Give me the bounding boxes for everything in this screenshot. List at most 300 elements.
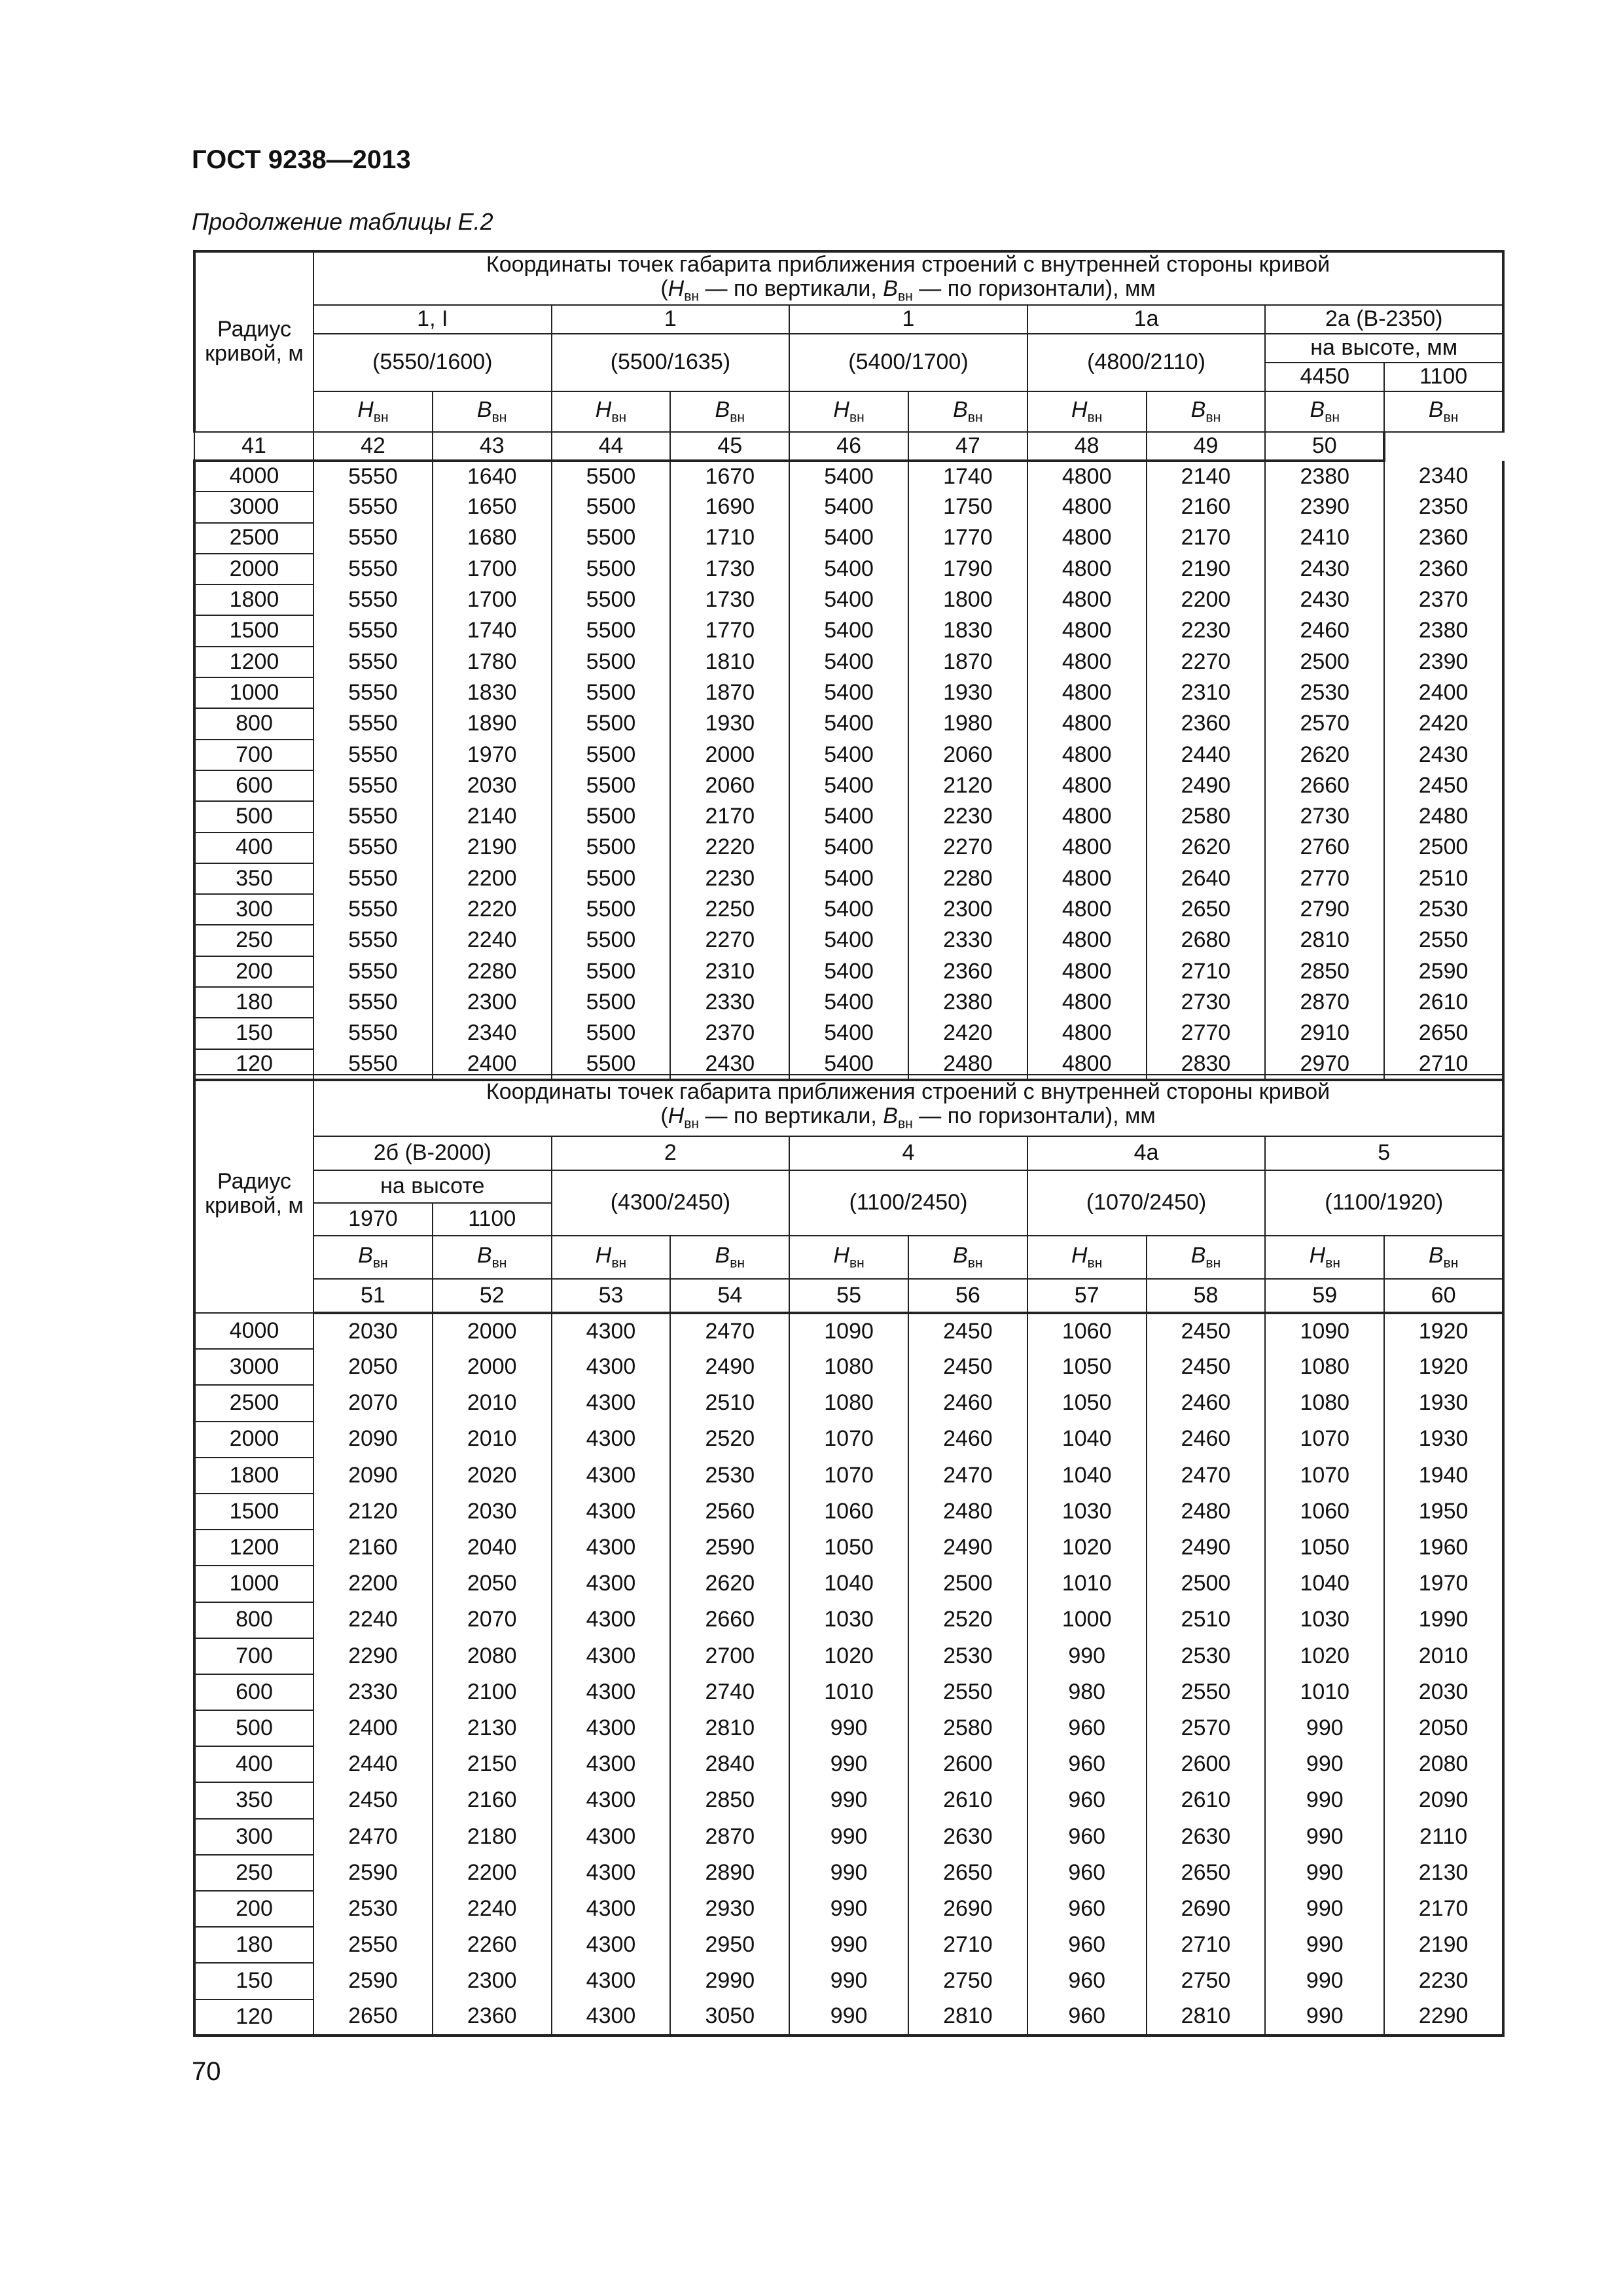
- value-cell: 1080: [789, 1349, 908, 1385]
- value-cell: 2220: [433, 894, 552, 925]
- column-number: 46: [789, 432, 908, 461]
- radius-cell: 1500: [194, 1494, 313, 1530]
- value-cell: 5400: [789, 863, 908, 894]
- value-cell: 1830: [433, 677, 552, 708]
- value-cell: 2230: [670, 863, 789, 894]
- value-cell: 2380: [1384, 615, 1503, 646]
- value-cell: 2310: [1147, 677, 1266, 708]
- table-row: [194, 1530, 1503, 1566]
- value-cell: 2660: [1265, 770, 1384, 801]
- column-number: 50: [1265, 432, 1384, 461]
- value-cell: 2460: [1147, 1422, 1266, 1458]
- value-cell: 2270: [670, 925, 789, 956]
- value-cell: 2360: [1147, 708, 1266, 739]
- b-variable-header: $B_{вн}$: [1384, 391, 1503, 432]
- value-cell: 2480: [1147, 1494, 1266, 1530]
- radius-cell: 700: [194, 1638, 313, 1674]
- radius-cell: 800: [194, 1602, 313, 1638]
- value-cell: 5400: [789, 770, 908, 801]
- radius-cell: 3000: [194, 1349, 313, 1385]
- radius-cell: 2500: [194, 523, 313, 554]
- value-cell: 5550: [313, 987, 433, 1018]
- value-cell: 1890: [433, 708, 552, 739]
- value-cell: 960: [1027, 1891, 1147, 1927]
- value-cell: 2760: [1265, 833, 1384, 863]
- value-cell: 2270: [908, 833, 1027, 863]
- value-cell: 2590: [313, 1855, 433, 1891]
- radius-cell: 3000: [194, 492, 313, 522]
- value-cell: 1030: [1027, 1494, 1147, 1530]
- b-variable-header: $B_{вн}$: [313, 1236, 433, 1279]
- table-row: [194, 925, 1503, 956]
- value-cell: 1020: [1265, 1638, 1384, 1674]
- radius-header: Радиус кривой, м: [194, 1075, 313, 1313]
- value-cell: 2120: [908, 770, 1027, 801]
- value-cell: 2600: [908, 1746, 1027, 1782]
- value-cell: 2090: [313, 1458, 433, 1494]
- column-number: 43: [433, 432, 552, 461]
- value-cell: 1920: [1384, 1313, 1503, 1349]
- clearance-table-part-1: [193, 250, 1505, 1081]
- value-cell: 2370: [1384, 584, 1503, 615]
- radius-cell: 150: [194, 1963, 313, 1999]
- value-cell: 5550: [313, 863, 433, 894]
- value-cell: 2390: [1384, 647, 1503, 677]
- value-cell: 2530: [313, 1891, 433, 1927]
- value-cell: 5550: [313, 833, 433, 863]
- table-row: [194, 1018, 1503, 1049]
- radius-cell: 150: [194, 1018, 313, 1049]
- value-cell: 2000: [433, 1349, 552, 1385]
- value-cell: 2950: [670, 1927, 789, 1963]
- table-row: [194, 1927, 1503, 1963]
- value-cell: 4300: [552, 1746, 671, 1782]
- value-cell: 2300: [433, 987, 552, 1018]
- group-label: 1, I: [313, 305, 552, 334]
- value-cell: 2080: [1384, 1746, 1503, 1782]
- value-cell: 2070: [313, 1385, 433, 1421]
- radius-cell: 180: [194, 1927, 313, 1963]
- value-cell: 2300: [433, 1963, 552, 1999]
- column-number: 57: [1027, 1279, 1147, 1313]
- value-cell: 2450: [1147, 1349, 1266, 1385]
- value-cell: 2090: [313, 1422, 433, 1458]
- value-cell: 980: [1027, 1674, 1147, 1710]
- value-cell: 2230: [1147, 615, 1266, 646]
- value-cell: 2500: [1384, 833, 1503, 863]
- group-label: 2а (В-2350): [1265, 305, 1503, 334]
- column-number: 41: [194, 432, 313, 461]
- table-row: [194, 956, 1503, 987]
- table-row: [194, 1963, 1503, 1999]
- value-cell: 1050: [789, 1530, 908, 1566]
- column-number: 55: [789, 1279, 908, 1313]
- value-cell: 2400: [1384, 677, 1503, 708]
- value-cell: 5500: [552, 833, 671, 863]
- value-cell: 2590: [670, 1530, 789, 1566]
- value-cell: 5500: [552, 1049, 671, 1080]
- radius-cell: 400: [194, 833, 313, 863]
- value-cell: 4300: [552, 1927, 671, 1963]
- value-cell: 5500: [552, 925, 671, 956]
- radius-cell: 500: [194, 1710, 313, 1746]
- radius-cell: 1800: [194, 1458, 313, 1494]
- column-number: 54: [670, 1279, 789, 1313]
- table-row: [194, 1819, 1503, 1855]
- value-cell: 1710: [670, 523, 789, 554]
- radius-cell: 700: [194, 740, 313, 770]
- value-cell: 5400: [789, 833, 908, 863]
- value-cell: 2240: [433, 925, 552, 956]
- radius-cell: 300: [194, 1819, 313, 1855]
- value-cell: 2840: [670, 1746, 789, 1782]
- coordinates-header: Координаты точек габарита приближения строений с внутренней стороны кривой ($H_{вн}$ — по вертикали, $B_{вн}$ — по горизонтали), мм: [313, 1075, 1503, 1136]
- value-cell: 4800: [1027, 770, 1147, 801]
- value-cell: 2260: [433, 1927, 552, 1963]
- height-value: 4450: [1265, 363, 1384, 391]
- value-cell: 2380: [1265, 461, 1384, 492]
- value-cell: 1750: [908, 492, 1027, 522]
- value-cell: 2000: [670, 740, 789, 770]
- value-cell: 2130: [433, 1710, 552, 1746]
- b-variable-header: $B_{вн}$: [1384, 1236, 1503, 1279]
- value-cell: 990: [789, 1782, 908, 1818]
- value-cell: 2290: [313, 1638, 433, 1674]
- table-row: [194, 2000, 1503, 2036]
- value-cell: 5400: [789, 925, 908, 956]
- value-cell: 2440: [1147, 740, 1266, 770]
- value-cell: 2690: [908, 1891, 1027, 1927]
- value-cell: 2110: [1384, 1819, 1503, 1855]
- height-label: на высоте, мм: [1265, 334, 1503, 363]
- value-cell: 1080: [1265, 1385, 1384, 1421]
- value-cell: 4800: [1027, 987, 1147, 1018]
- table-row: [194, 1385, 1503, 1421]
- value-cell: 2300: [908, 894, 1027, 925]
- value-cell: 1680: [433, 523, 552, 554]
- value-cell: 2650: [908, 1855, 1027, 1891]
- value-cell: 1030: [789, 1602, 908, 1638]
- value-cell: 2530: [670, 1458, 789, 1494]
- value-cell: 2060: [670, 770, 789, 801]
- value-cell: 1920: [1384, 1349, 1503, 1385]
- coordinates-header: Координаты точек габарита приближения строений с внутренней стороны кривой ($H_{вн}$ — по вертикали, $B_{вн}$ — по горизонтали), мм: [313, 251, 1503, 305]
- value-cell: 2510: [1147, 1602, 1266, 1638]
- value-cell: 2490: [908, 1530, 1027, 1566]
- value-cell: 1090: [1265, 1313, 1384, 1349]
- value-cell: 1070: [789, 1422, 908, 1458]
- value-cell: 990: [1265, 1855, 1384, 1891]
- clearance-table-part-2: [193, 1074, 1505, 2037]
- value-cell: 4300: [552, 1855, 671, 1891]
- value-cell: 2470: [670, 1313, 789, 1349]
- value-cell: 2460: [908, 1385, 1027, 1421]
- value-cell: 4800: [1027, 740, 1147, 770]
- value-cell: 2340: [1384, 461, 1503, 492]
- value-cell: 1050: [1027, 1385, 1147, 1421]
- table-row: [194, 1566, 1503, 1602]
- table-row: [194, 1855, 1503, 1891]
- value-cell: 1650: [433, 492, 552, 522]
- value-cell: 1080: [1265, 1349, 1384, 1385]
- value-cell: 2340: [433, 1018, 552, 1049]
- value-cell: 2050: [1384, 1710, 1503, 1746]
- value-cell: 960: [1027, 1819, 1147, 1855]
- value-cell: 2590: [1384, 956, 1503, 987]
- value-cell: 2620: [670, 1566, 789, 1602]
- value-cell: 2790: [1265, 894, 1384, 925]
- table-row: [194, 770, 1503, 801]
- value-cell: 1060: [789, 1494, 908, 1530]
- value-cell: 2070: [433, 1602, 552, 1638]
- value-cell: 2470: [908, 1458, 1027, 1494]
- radius-cell: 200: [194, 956, 313, 987]
- group-dimensions: (1070/2450): [1027, 1170, 1266, 1236]
- value-cell: 2490: [670, 1349, 789, 1385]
- value-cell: 5550: [313, 740, 433, 770]
- value-cell: 2170: [1384, 1891, 1503, 1927]
- value-cell: 5500: [552, 1018, 671, 1049]
- table-row: [194, 523, 1503, 554]
- value-cell: 2360: [908, 956, 1027, 987]
- value-cell: 2360: [1384, 554, 1503, 584]
- value-cell: 1730: [670, 584, 789, 615]
- value-cell: 2330: [908, 925, 1027, 956]
- group-dimensions: (5500/1635): [552, 334, 790, 391]
- value-cell: 5500: [552, 461, 671, 492]
- value-cell: 1740: [908, 461, 1027, 492]
- page-number: 70: [192, 2057, 221, 2086]
- value-cell: 5550: [313, 492, 433, 522]
- value-cell: 1030: [1265, 1602, 1384, 1638]
- value-cell: 990: [789, 1927, 908, 1963]
- column-number: 56: [908, 1279, 1027, 1313]
- b-variable-header: $B_{вн}$: [433, 391, 552, 432]
- value-cell: 1010: [789, 1674, 908, 1710]
- value-cell: 4300: [552, 1494, 671, 1530]
- value-cell: 2500: [908, 1566, 1027, 1602]
- value-cell: 2580: [908, 1710, 1027, 1746]
- value-cell: 990: [789, 1746, 908, 1782]
- table-row: [194, 1891, 1503, 1927]
- value-cell: 4300: [552, 1458, 671, 1494]
- value-cell: 2280: [433, 956, 552, 987]
- value-cell: 5500: [552, 647, 671, 677]
- table-row: [194, 1638, 1503, 1674]
- column-number: 47: [908, 432, 1027, 461]
- value-cell: 4300: [552, 2000, 671, 2036]
- value-cell: 2450: [908, 1313, 1027, 1349]
- value-cell: 2870: [670, 1819, 789, 1855]
- value-cell: 960: [1027, 1710, 1147, 1746]
- document-title: ГОСТ 9238—2013: [192, 145, 411, 174]
- group-label: 2: [552, 1136, 790, 1170]
- value-cell: 1060: [1027, 1313, 1147, 1349]
- value-cell: 4300: [552, 1891, 671, 1927]
- h-variable-header: $H_{вн}$: [313, 391, 433, 432]
- value-cell: 2550: [313, 1927, 433, 1963]
- value-cell: 1040: [1027, 1458, 1147, 1494]
- value-cell: 2530: [908, 1638, 1027, 1674]
- h-variable-header: $H_{вн}$: [552, 1236, 671, 1279]
- column-number: 44: [552, 432, 671, 461]
- value-cell: 990: [1265, 1746, 1384, 1782]
- radius-cell: 2500: [194, 1385, 313, 1421]
- value-cell: 2850: [1265, 956, 1384, 987]
- value-cell: 1930: [670, 708, 789, 739]
- value-cell: 5500: [552, 492, 671, 522]
- value-cell: 2390: [1265, 492, 1384, 522]
- b-variable-header: $B_{вн}$: [433, 1236, 552, 1279]
- value-cell: 1640: [433, 461, 552, 492]
- group-dimensions: (5550/1600): [313, 334, 552, 391]
- value-cell: 1700: [433, 554, 552, 584]
- value-cell: 2370: [670, 1018, 789, 1049]
- value-cell: 2550: [908, 1674, 1027, 1710]
- radius-cell: 350: [194, 863, 313, 894]
- value-cell: 3050: [670, 2000, 789, 2036]
- value-cell: 5400: [789, 647, 908, 677]
- value-cell: 5500: [552, 708, 671, 739]
- value-cell: 2430: [1384, 740, 1503, 770]
- value-cell: 2570: [1265, 708, 1384, 739]
- value-cell: 5500: [552, 615, 671, 646]
- value-cell: 2440: [313, 1746, 433, 1782]
- value-cell: 2620: [1265, 740, 1384, 770]
- value-cell: 4300: [552, 1530, 671, 1566]
- value-cell: 4300: [552, 1782, 671, 1818]
- value-cell: 5500: [552, 584, 671, 615]
- value-cell: 2130: [1384, 1855, 1503, 1891]
- value-cell: 1020: [789, 1638, 908, 1674]
- value-cell: 4800: [1027, 677, 1147, 708]
- value-cell: 2610: [1384, 987, 1503, 1018]
- value-cell: 2700: [670, 1638, 789, 1674]
- table-row: [194, 1458, 1503, 1494]
- value-cell: 2690: [1147, 1891, 1266, 1927]
- value-cell: 960: [1027, 1927, 1147, 1963]
- value-cell: 2550: [1147, 1674, 1266, 1710]
- value-cell: 4300: [552, 1638, 671, 1674]
- b-variable-header: $B_{вн}$: [1147, 391, 1266, 432]
- value-cell: 2520: [908, 1602, 1027, 1638]
- column-number: 45: [670, 432, 789, 461]
- value-cell: 1780: [433, 647, 552, 677]
- group-dimensions: (4300/2450): [552, 1170, 790, 1236]
- b-variable-header: $B_{вн}$: [670, 391, 789, 432]
- table-row: [194, 492, 1503, 522]
- column-number: 48: [1027, 432, 1147, 461]
- value-cell: 990: [789, 2000, 908, 2036]
- value-cell: 2650: [1384, 1018, 1503, 1049]
- height-label: на высоте: [313, 1170, 552, 1203]
- group-label: 1: [789, 305, 1027, 334]
- column-number: 49: [1147, 432, 1266, 461]
- group-dimensions: (1100/2450): [789, 1170, 1027, 1236]
- value-cell: 5550: [313, 770, 433, 801]
- group-label: 4а: [1027, 1136, 1266, 1170]
- value-cell: 2450: [313, 1782, 433, 1818]
- h-variable-header: $H_{вн}$: [789, 391, 908, 432]
- value-cell: 5400: [789, 956, 908, 987]
- value-cell: 1000: [1027, 1602, 1147, 1638]
- value-cell: 2350: [1384, 492, 1503, 522]
- group-dimensions: (1100/1920): [1265, 1170, 1503, 1236]
- radius-cell: 2000: [194, 1422, 313, 1458]
- value-cell: 1700: [433, 584, 552, 615]
- value-cell: 2550: [1384, 925, 1503, 956]
- value-cell: 2630: [1147, 1819, 1266, 1855]
- value-cell: 5550: [313, 615, 433, 646]
- value-cell: 2620: [1147, 833, 1266, 863]
- value-cell: 5400: [789, 1049, 908, 1080]
- table-row: [194, 740, 1503, 770]
- value-cell: 2040: [433, 1530, 552, 1566]
- value-cell: 2160: [433, 1782, 552, 1818]
- column-number: 52: [433, 1279, 552, 1313]
- table-row: [194, 987, 1503, 1018]
- value-cell: 2080: [433, 1638, 552, 1674]
- value-cell: 1870: [670, 677, 789, 708]
- value-cell: 4800: [1027, 833, 1147, 863]
- value-cell: 1930: [1384, 1422, 1503, 1458]
- table-row: [194, 1602, 1503, 1638]
- value-cell: 5500: [552, 740, 671, 770]
- group-label: 2б (В-2000): [313, 1136, 552, 1170]
- value-cell: 5400: [789, 708, 908, 739]
- value-cell: 4800: [1027, 863, 1147, 894]
- value-cell: 5550: [313, 708, 433, 739]
- value-cell: 960: [1027, 2000, 1147, 2036]
- value-cell: 1870: [908, 647, 1027, 677]
- column-number: 58: [1147, 1279, 1266, 1313]
- value-cell: 5550: [313, 461, 433, 492]
- value-cell: 4300: [552, 1385, 671, 1421]
- value-cell: 2830: [1147, 1049, 1266, 1080]
- value-cell: 960: [1027, 1746, 1147, 1782]
- value-cell: 5500: [552, 677, 671, 708]
- value-cell: 2180: [433, 1819, 552, 1855]
- value-cell: 2330: [670, 987, 789, 1018]
- value-cell: 2230: [908, 801, 1027, 832]
- value-cell: 5500: [552, 863, 671, 894]
- value-cell: 2530: [1384, 894, 1503, 925]
- radius-cell: 200: [194, 1891, 313, 1927]
- value-cell: 2710: [908, 1927, 1027, 1963]
- value-cell: 2730: [1265, 801, 1384, 832]
- value-cell: 2150: [433, 1746, 552, 1782]
- value-cell: 2240: [313, 1602, 433, 1638]
- b-variable-header: $B_{вн}$: [670, 1236, 789, 1279]
- value-cell: 5550: [313, 584, 433, 615]
- value-cell: 5550: [313, 647, 433, 677]
- value-cell: 5550: [313, 1049, 433, 1080]
- value-cell: 4800: [1027, 956, 1147, 987]
- value-cell: 1970: [433, 740, 552, 770]
- value-cell: 2650: [1147, 894, 1266, 925]
- value-cell: 5550: [313, 801, 433, 832]
- value-cell: 1070: [1265, 1422, 1384, 1458]
- table-row: [194, 584, 1503, 615]
- value-cell: 2490: [1147, 770, 1266, 801]
- value-cell: 2430: [1265, 554, 1384, 584]
- value-cell: 2060: [908, 740, 1027, 770]
- value-cell: 2710: [1147, 956, 1266, 987]
- radius-cell: 1000: [194, 1566, 313, 1602]
- table-caption: Продолжение таблицы Е.2: [192, 208, 493, 235]
- value-cell: 1670: [670, 461, 789, 492]
- value-cell: 2510: [1384, 863, 1503, 894]
